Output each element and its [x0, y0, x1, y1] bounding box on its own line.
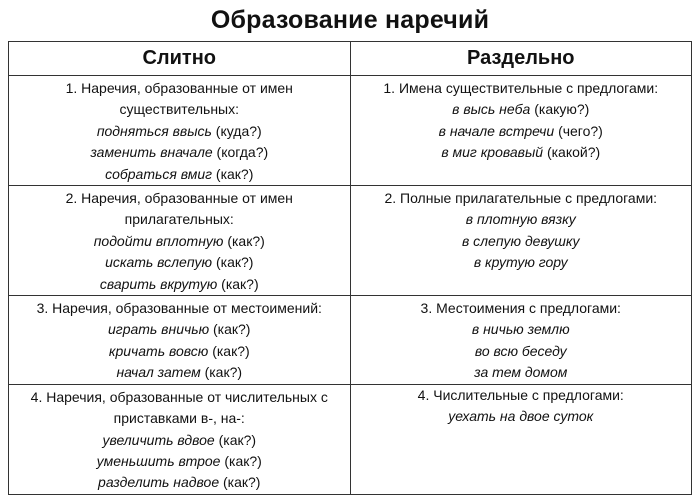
example-line — [9, 164, 350, 185]
example-phrase: собраться вмиг — [105, 165, 213, 182]
example-phrase: кричать вовсю — [108, 342, 209, 359]
example-line — [351, 99, 692, 120]
example-question: (когда?) — [216, 144, 269, 161]
example-question: (какую?) — [534, 101, 590, 118]
example-line — [9, 319, 350, 340]
example-phrase: в миг кровавый — [441, 144, 544, 161]
example-line — [9, 341, 350, 362]
example-phrase: во всю беседу — [474, 342, 567, 359]
example-phrase: искать вслепую — [105, 254, 213, 271]
example-question: (как?) — [218, 431, 257, 448]
example-question: (как?) — [227, 232, 265, 249]
example-phrase: в ничью землю — [471, 321, 570, 338]
example-line — [9, 362, 350, 383]
cell-joined — [9, 186, 351, 296]
example-phrase: в слепую девушку — [461, 232, 580, 249]
header-row — [9, 42, 692, 76]
example-phrase: в начале встречи — [438, 122, 555, 139]
example-phrase: уехать на двое суток — [448, 408, 594, 425]
example-question: (как?) — [223, 474, 261, 491]
example-phrase: в крутую гору — [473, 254, 568, 271]
example-question: (чего?) — [558, 122, 603, 139]
example-phrase: уменьшить втрое — [96, 452, 221, 469]
rule-heading: 2. Полные прилагательные с предлогами: — [384, 190, 658, 207]
table-row — [9, 384, 692, 494]
cell-separate — [350, 296, 692, 385]
page-title: Образование наречий — [210, 6, 490, 34]
example-phrase: подняться ввысь — [96, 122, 212, 139]
example-line — [351, 121, 692, 142]
example-line — [9, 274, 350, 295]
rule-heading: 4. Наречия, образованные от числительных с — [30, 388, 328, 405]
example-question: (какой?) — [546, 144, 601, 161]
column-header-separate: Раздельно — [350, 42, 692, 76]
column-header-joined: Слитно — [9, 42, 351, 76]
example-phrase: за тем домом — [474, 364, 568, 381]
cell-joined — [9, 384, 351, 494]
cell-separate — [350, 384, 692, 494]
example-question: (как?) — [215, 165, 254, 182]
cell-joined — [9, 76, 351, 186]
table-row — [9, 296, 692, 385]
rule-heading: 1. Наречия, образованные от имен — [65, 80, 293, 96]
example-line — [9, 252, 350, 273]
rule-heading: 4. Числительные с предлогами: — [417, 386, 624, 403]
example-question: (как?) — [213, 321, 251, 338]
example-phrase: играть вничью — [108, 321, 210, 338]
table-row — [9, 186, 692, 296]
example-line — [9, 142, 350, 163]
cell-separate — [350, 76, 692, 186]
rule-heading: приставками в-, на-: — [113, 410, 245, 427]
rule-heading: 3. Местоимения с предлогами: — [420, 300, 621, 317]
example-question: (как?) — [224, 452, 262, 469]
rule-heading: 1. Имена существительные с предлогами: — [383, 80, 659, 96]
cell-joined — [9, 296, 351, 385]
example-phrase: в плотную вязку — [465, 211, 576, 228]
example-line — [9, 472, 350, 493]
example-line — [9, 451, 350, 472]
rule-heading: 2. Наречия, образованные от имен — [65, 190, 293, 207]
example-line — [351, 142, 692, 163]
example-phrase: сварить вкрутую — [99, 275, 218, 292]
example-phrase: увеличить вдвое — [102, 431, 215, 448]
rule-heading: существительных: — [119, 101, 240, 118]
example-phrase: подойти вплотную — [93, 232, 224, 249]
example-phrase: заменить вначале — [90, 144, 213, 161]
table-row — [9, 76, 692, 186]
example-question: (как?) — [204, 364, 243, 381]
example-phrase: в высь неба — [452, 101, 531, 118]
rule-heading: прилагательных: — [124, 211, 234, 228]
example-question: (как?) — [221, 275, 259, 292]
example-phrase: начал затем — [116, 364, 201, 381]
example-line — [9, 121, 350, 142]
example-phrase: разделить надвое — [98, 474, 220, 491]
example-question: (куда?) — [215, 122, 262, 139]
example-question: (как?) — [212, 342, 250, 359]
adverb-formation-table — [8, 41, 692, 495]
cell-separate — [350, 186, 692, 296]
rule-heading: 3. Наречия, образованные от местоимений: — [36, 300, 322, 317]
example-question: (как?) — [215, 254, 254, 271]
example-line — [9, 231, 350, 252]
example-line — [9, 430, 350, 451]
